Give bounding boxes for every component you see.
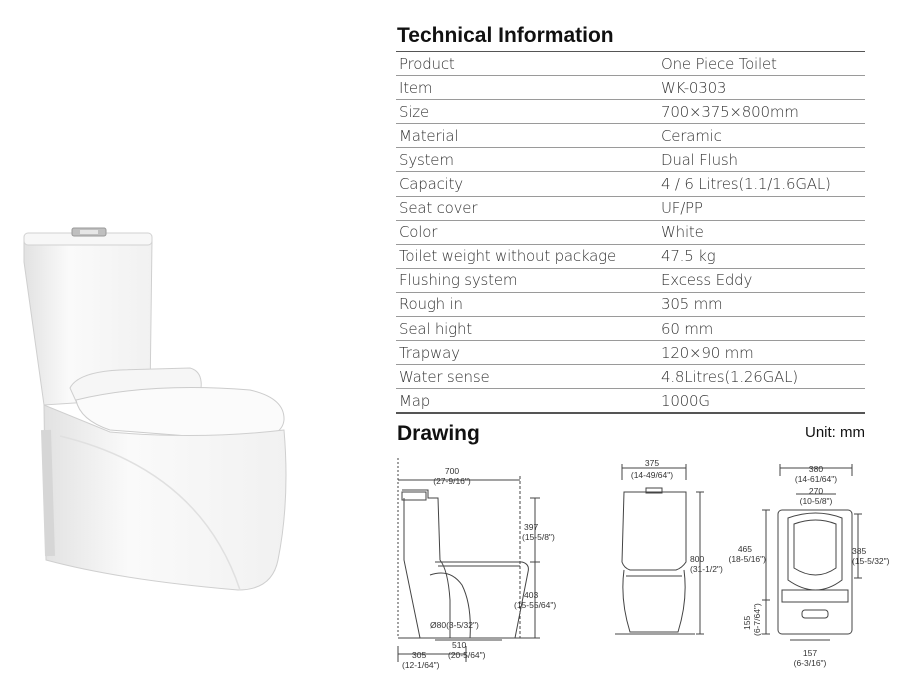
spec-key: Toilet weight without package <box>396 244 658 268</box>
top-right-label: 385 <box>852 546 867 556</box>
side-width-inch-label: (27-9/16") <box>433 476 471 486</box>
spec-value: 47.5 kg <box>658 244 865 268</box>
top-bottom-v-label: 155 <box>742 615 752 630</box>
spec-row <box>396 172 865 196</box>
spec-value: 60 mm <box>658 317 865 341</box>
top-bottom-h-inch-label: (6-3/16") <box>793 658 827 668</box>
top-bottom-v-inch-label: (6-7/64") <box>752 603 762 636</box>
spec-key: Map <box>396 389 658 414</box>
spec-key: Size <box>396 100 658 124</box>
front-width-inch-label: (14-49/64") <box>630 470 674 480</box>
spec-row <box>396 365 865 389</box>
spec-key: System <box>396 148 658 172</box>
side-base-inch-label: (20-5/64") <box>448 650 486 660</box>
spec-row <box>396 220 865 244</box>
front-height-label: 800 <box>690 554 705 564</box>
top-bottom-h-label: 157 <box>802 648 818 658</box>
top-left-inch-label: (18-5/16") <box>728 554 766 564</box>
spec-value: 4.8Litres(1.26GAL) <box>658 365 865 389</box>
side-upper-inch-label: (15-5/8") <box>522 532 555 542</box>
top-width-inch-label: (14-61/64") <box>794 474 838 484</box>
spec-value: White <box>658 220 865 244</box>
spec-key: Color <box>396 220 658 244</box>
spec-row <box>396 124 865 148</box>
drawing-heading: Drawing <box>397 422 480 445</box>
side-outlet-label: Ø80(3-5/32") <box>430 620 479 630</box>
side-upper-label: 397 <box>524 522 539 532</box>
technical-drawing <box>390 450 900 680</box>
spec-row <box>396 317 865 341</box>
side-rough-label: 305 <box>412 650 427 660</box>
side-lower-inch-label: (15-55/64") <box>514 600 557 610</box>
spec-row <box>396 268 865 292</box>
spec-value: 305 mm <box>658 292 865 316</box>
spec-value: One Piece Toilet <box>658 52 865 76</box>
spec-value: WK-0303 <box>658 76 865 100</box>
top-inner-inch-label: (10-5/8") <box>799 496 833 506</box>
top-width-label: 380 <box>808 464 824 474</box>
side-base-label: 510 <box>452 640 467 650</box>
spec-row <box>396 52 865 76</box>
spec-key: Trapway <box>396 341 658 365</box>
spec-row <box>396 341 865 365</box>
front-width-label: 375 <box>644 458 660 468</box>
front-view <box>615 464 704 634</box>
spec-key: Product <box>396 52 658 76</box>
spec-row <box>396 76 865 100</box>
spec-row <box>396 292 865 316</box>
spec-value: Ceramic <box>658 124 865 148</box>
side-width-label: 700 <box>444 466 460 476</box>
spec-key: Flushing system <box>396 268 658 292</box>
spec-row <box>396 100 865 124</box>
spec-key: Material <box>396 124 658 148</box>
front-height-inch-label: (31-1/2") <box>690 564 723 574</box>
spec-row <box>396 148 865 172</box>
spec-row <box>396 244 865 268</box>
unit-label: Unit: mm <box>805 424 865 441</box>
spec-key: Item <box>396 76 658 100</box>
side-lower-label: 403 <box>524 590 539 600</box>
spec-value: 120×90 mm <box>658 341 865 365</box>
toilet-photo <box>0 0 380 700</box>
top-inner-label: 270 <box>808 486 824 496</box>
top-right-inch-label: (15-5/32") <box>852 556 890 566</box>
spec-key: Rough in <box>396 292 658 316</box>
spec-key: Capacity <box>396 172 658 196</box>
spec-value: 700×375×800mm <box>658 100 865 124</box>
spec-value: 1000G <box>658 389 865 414</box>
spec-value: 4 / 6 Litres(1.1/1.6GAL) <box>658 172 865 196</box>
technical-information-heading: Technical Information <box>397 24 614 47</box>
spec-value: Dual Flush <box>658 148 865 172</box>
spec-key: Seal hight <box>396 317 658 341</box>
spec-value: Excess Eddy <box>658 268 865 292</box>
spec-key: Water sense <box>396 365 658 389</box>
spec-value: UF/PP <box>658 196 865 220</box>
specification-table <box>396 51 865 414</box>
spec-row <box>396 389 865 414</box>
spec-row <box>396 196 865 220</box>
side-rough-inch-label: (12-1/64") <box>402 660 440 670</box>
top-left-label: 465 <box>737 544 752 554</box>
side-view <box>398 458 540 662</box>
spec-key: Seat cover <box>396 196 658 220</box>
